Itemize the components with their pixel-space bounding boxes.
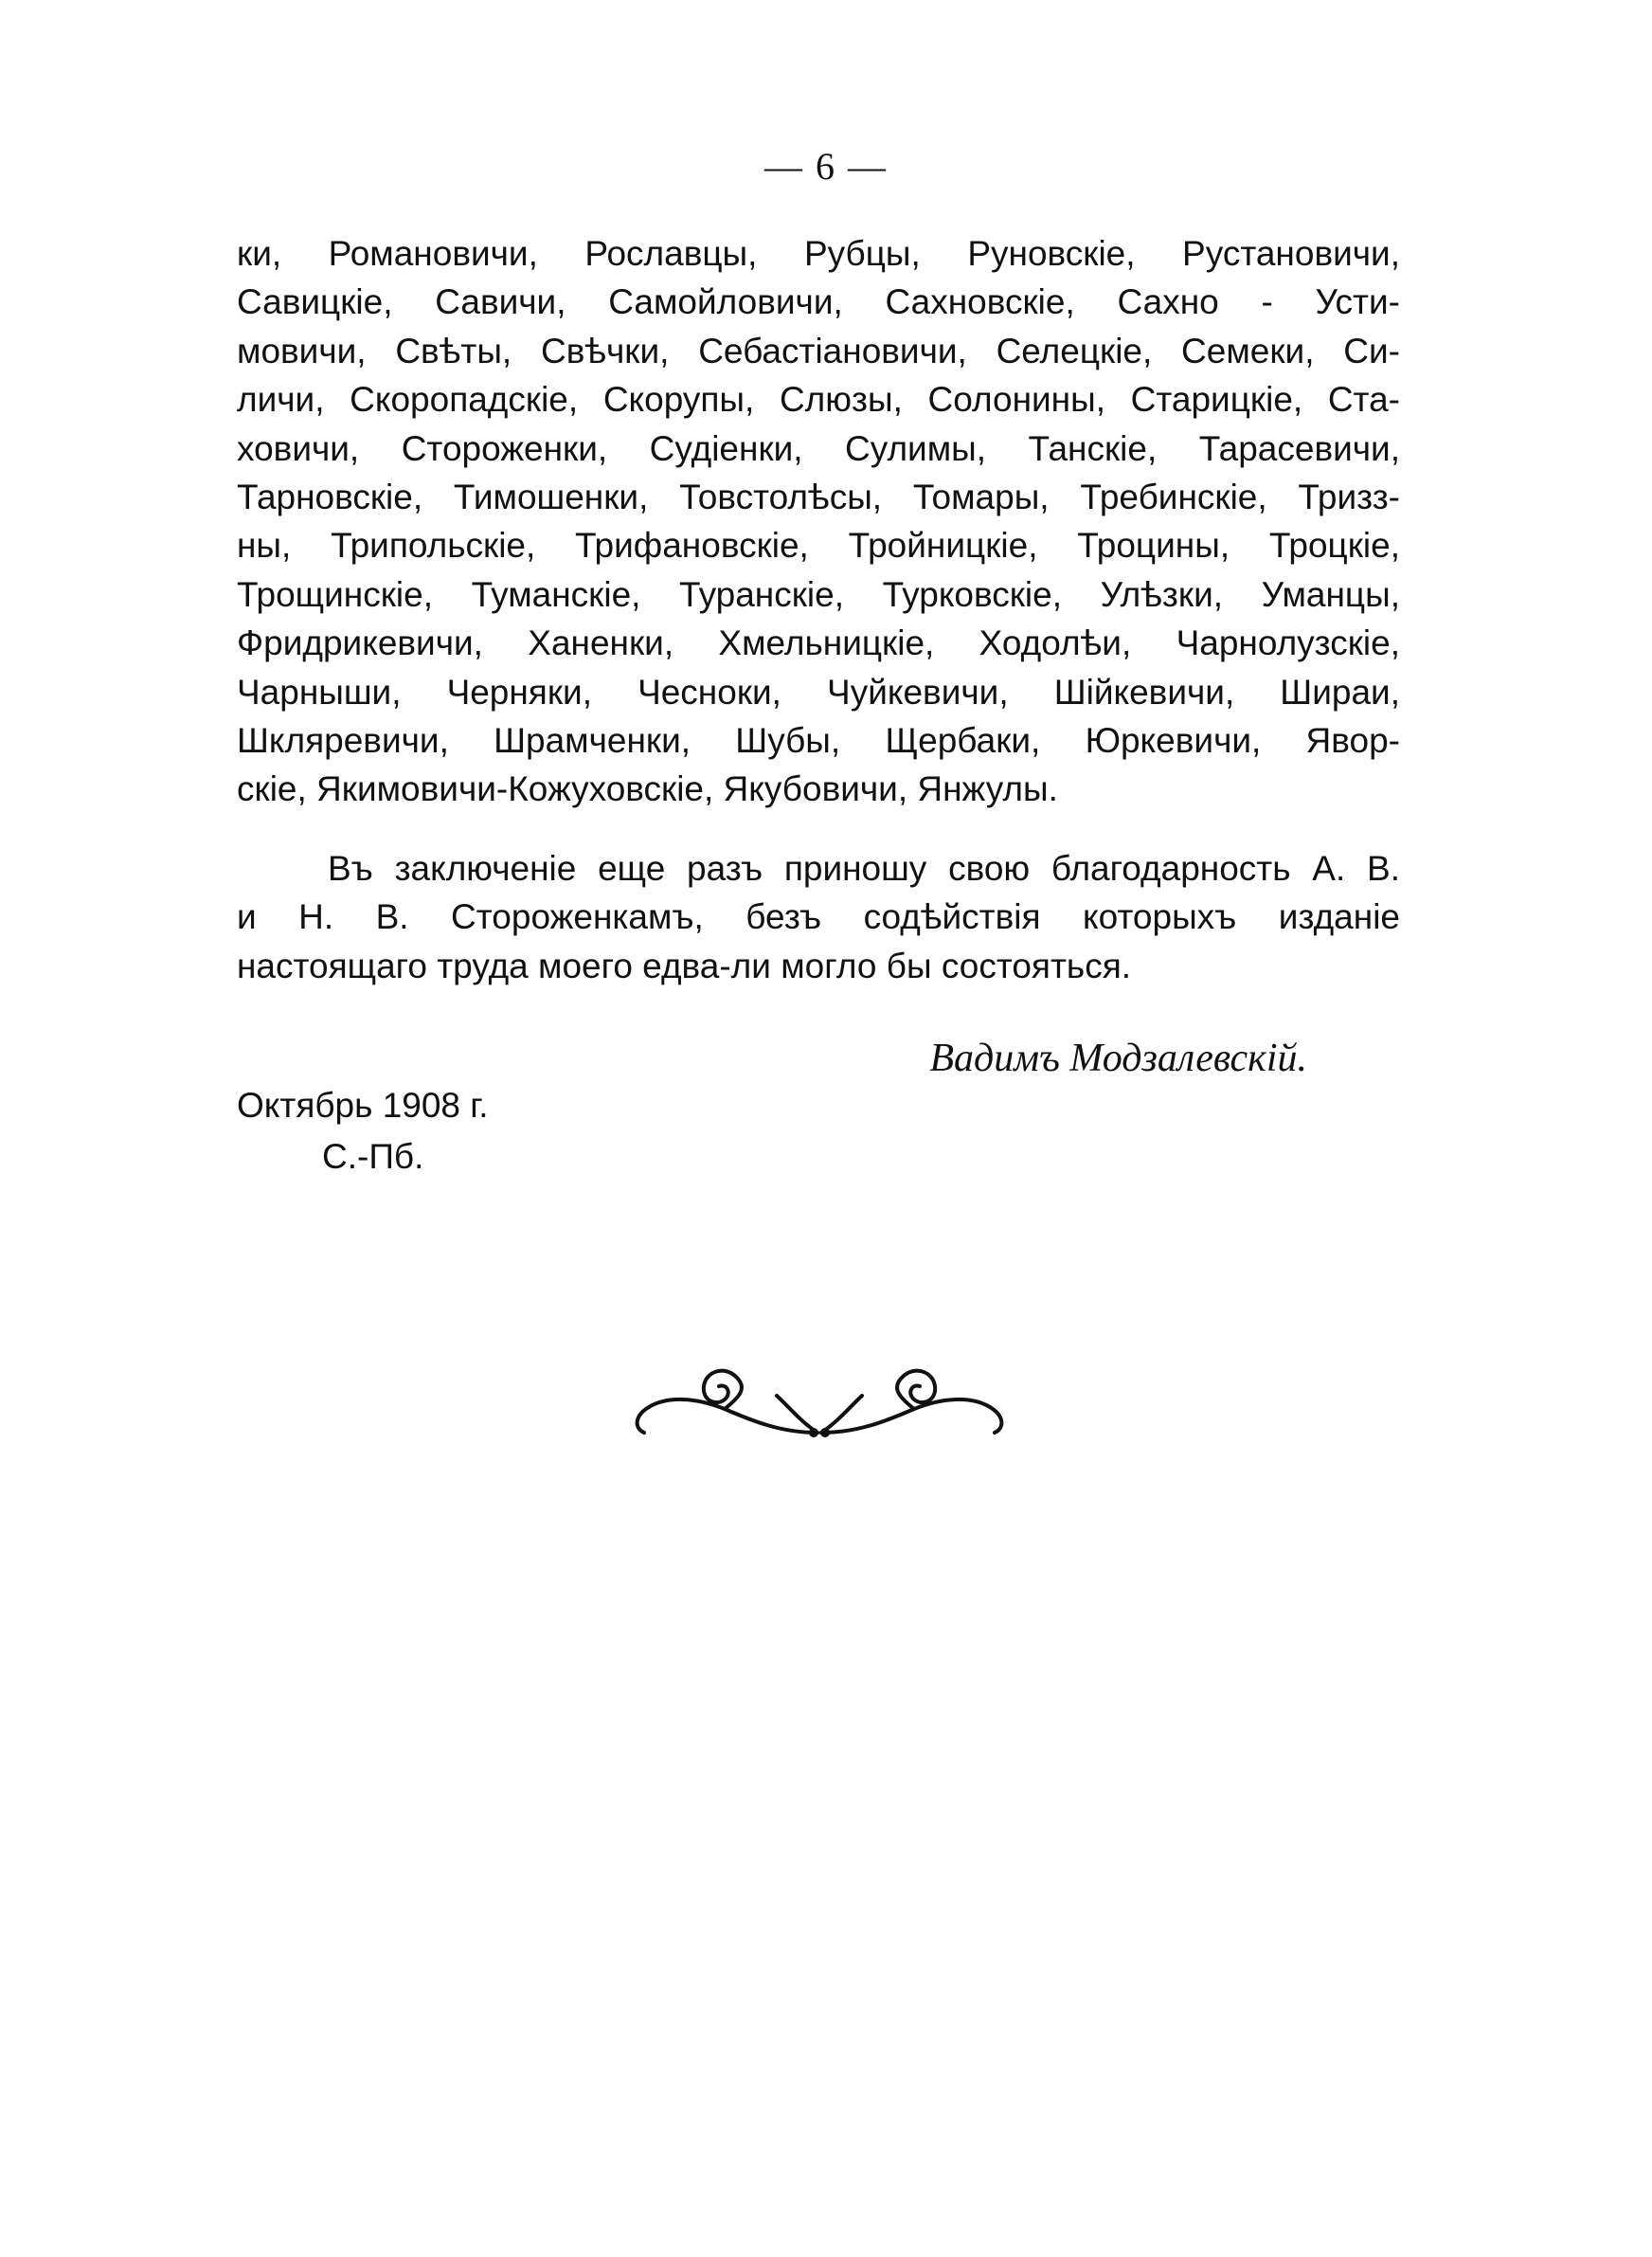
text-line: Савицкіе, Савичи, Самойловичи, Сахновскіе, Сахно - Усти- bbox=[237, 282, 1400, 322]
text-line: Чарныши, Черняки, Чесноки, Чуйкевичи, Шійкевичи, Шираи, bbox=[237, 672, 1400, 712]
text-line: Фридрикевичи, Ханенки, Хмельницкіе, Ходолѣи, Чарнолузскіе, bbox=[237, 623, 1400, 663]
place-line: С.-Пб. bbox=[322, 1137, 424, 1176]
text-line: личи, Скоропадскіе, Скорупы, Слюзы, Солонины, Старицкіе, Ста- bbox=[237, 380, 1400, 420]
text-line: Шкляревичи, Шрамченки, Шубы, Щербаки, Юркевичи, Явор- bbox=[237, 721, 1400, 761]
text-line: ховичи, Стороженки, Судіенки, Сулимы, Танскіе, Тарасевичи, bbox=[237, 428, 1400, 468]
text-line: Трощинскіе, Туманскіе, Туранскіе, Турковскіе, Улѣзки, Уманцы, bbox=[237, 574, 1400, 614]
text-line: и Н. В. Стороженкамъ, безъ содѣйствія которыхъ изданіе bbox=[237, 897, 1400, 937]
text-line: Тарновскіе, Тимошенки, Товстолѣсы, Томары, Требинскіе, Тризз- bbox=[237, 478, 1400, 517]
text-line: скіе, Якимовичи-Кожуховскіе, Якубовичи, Янжулы. bbox=[237, 769, 1058, 809]
text-line: Въ заключеніе еще разъ приношу свою благодарность А. В. bbox=[328, 849, 1400, 888]
surname-list-paragraph bbox=[237, 229, 1400, 814]
acknowledgement-paragraph bbox=[237, 844, 1400, 990]
text-line: мовичи, Свѣты, Свѣчки, Себастіановичи, Селецкіе, Семеки, Си- bbox=[237, 331, 1400, 370]
text-line: ны, Трипольскіе, Трифановскіе, Тройницкіе, Троцины, Троцкіе, bbox=[237, 526, 1400, 566]
date-line: Октябрь 1908 г. bbox=[237, 1086, 489, 1125]
text-line: ки, Романовичи, Рославцы, Рубцы, Руновскіе, Рустановичи, bbox=[237, 234, 1400, 273]
page-number: — 6 — bbox=[764, 145, 888, 188]
text-line: настоящаго труда моего едва-ли могло бы состояться. bbox=[237, 946, 1132, 985]
scroll-ornament-icon bbox=[620, 1341, 1018, 1454]
author-signature: Вадимъ Модзалевскій. bbox=[929, 1037, 1307, 1080]
